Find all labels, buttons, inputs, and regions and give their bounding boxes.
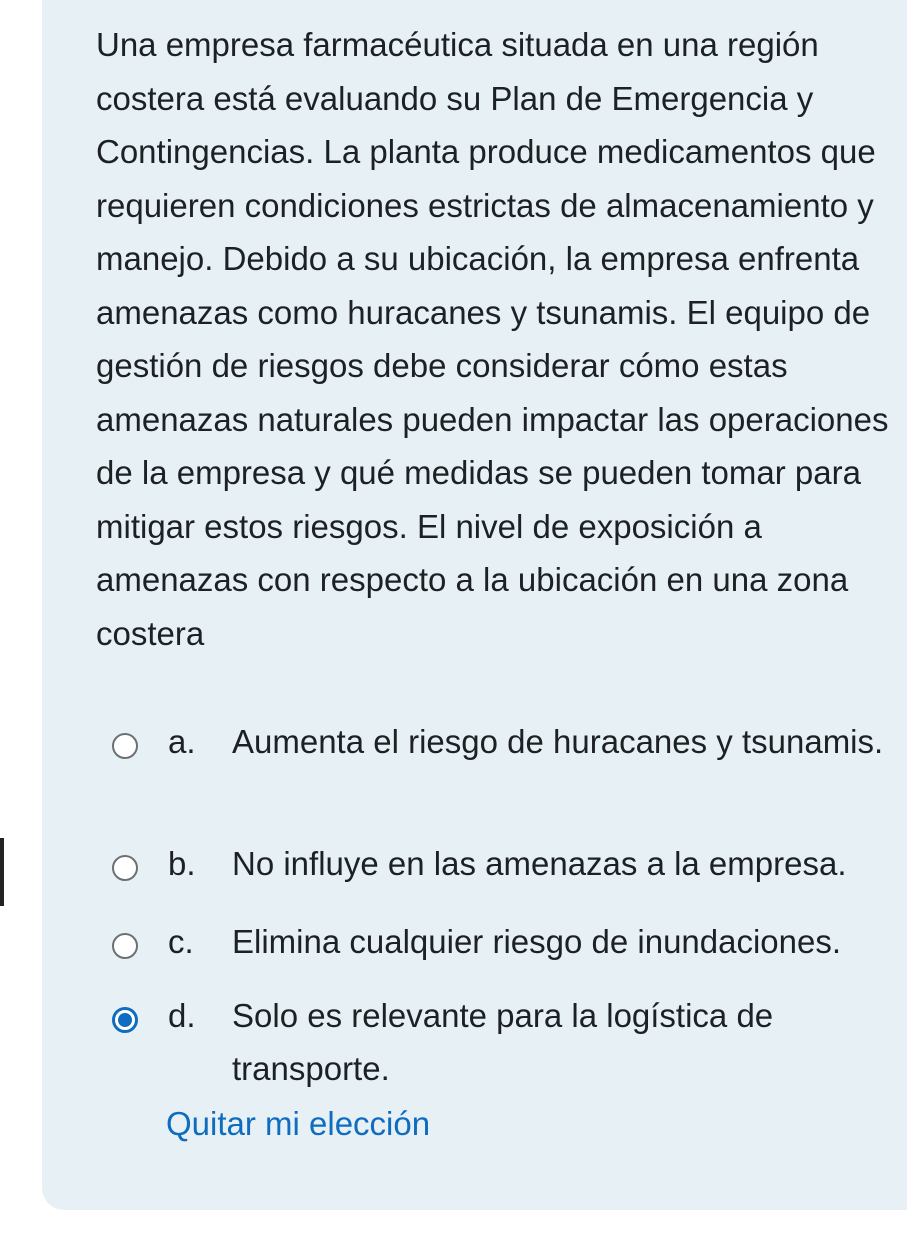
option-text-c[interactable]: Elimina cualquier riesgo de inundaciones. xyxy=(232,923,842,960)
question-text: Una empresa farmacéutica situada en una región costera está evaluando su Plan de Emergencia y Contingencias. La planta produce medicamentos que requieren condiciones estrictas de almacenamiento y manejo. Debido a su ubicación, la empresa enfrenta amenazas como huracanes y tsunamis. El equipo de gestión de riesgos debe considerar cómo estas amenazas naturales pueden impactar las operaciones de la empresa y qué medidas se pueden tomar para mitigar estos riesgos. El nivel de exposición a amenazas con respecto a la ubicación en una zona costera xyxy=(96,26,889,652)
radio-button-d[interactable] xyxy=(112,1007,138,1033)
option-b[interactable] xyxy=(112,837,902,915)
radio-button-c[interactable] xyxy=(112,933,138,959)
radio-button-b[interactable] xyxy=(112,855,138,881)
left-edge-bar xyxy=(0,838,4,906)
clear-choice-link[interactable]: Quitar mi elección xyxy=(166,1105,431,1142)
option-a[interactable] xyxy=(112,715,902,837)
option-d[interactable] xyxy=(112,989,902,1107)
radio-button-a[interactable] xyxy=(112,733,138,759)
option-letter-b: b. xyxy=(168,845,196,882)
option-letter-c: c. xyxy=(168,923,194,960)
option-text-a[interactable]: Aumenta el riesgo de huracanes y tsunamis. xyxy=(232,723,884,760)
option-letter-d: d. xyxy=(168,997,196,1034)
option-text-b[interactable]: No influye en las amenazas a la empresa. xyxy=(232,845,847,882)
option-c[interactable] xyxy=(112,915,902,989)
option-letter-a: a. xyxy=(168,723,196,760)
answer-options xyxy=(112,715,902,1107)
option-text-d[interactable]: Solo es relevante para la logística de transporte. xyxy=(232,997,774,1087)
